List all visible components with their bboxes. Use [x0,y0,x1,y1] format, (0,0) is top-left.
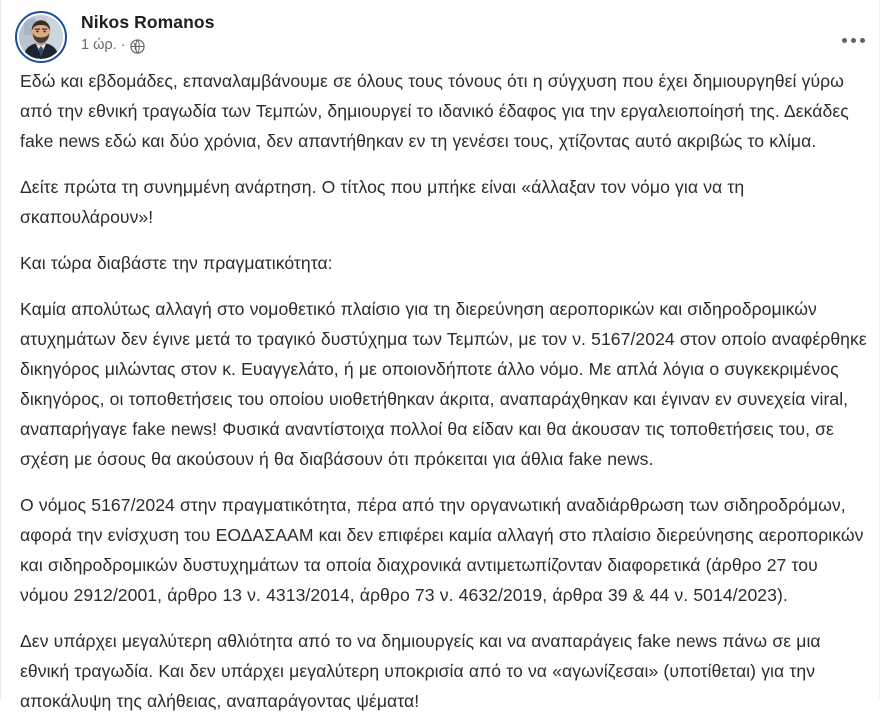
post-body [1,58,879,716]
ellipsis-dot [851,38,856,43]
ellipsis-dot [860,38,865,43]
post-timestamp[interactable]: 1 ώρ. [81,37,117,53]
globe-icon[interactable] [130,39,145,54]
post-paragraph: Εδώ και εβδομάδες, επαναλαμβάνουμε σε όλους τους τόνους ότι η σύγχυση που έχει δημιουργηθεί γύρω από την εθνική τραγωδία των Τεμπών, δημιουργεί το ιδανικό έδαφος για την εργαλειοποίησή της. Δεκάδες fake news εδώ και δύο χρόνια, δεν απαντήθηκαν εν τη γενέσει τους, χτίζοντας αυτό ακριβώς το κλίμα. [20,71,849,151]
post-paragraph: Δεν υπάρχει μεγαλύτερη αθλιότητα από το να δημιουργείς και να αναπαράγεις fake news πάνω σε μια εθνική τραγωδία. Και δεν υπάρχει μεγαλύτερη υποκρισία από το να «αγωνίζεσαι» (υποτίθεται) για την αποκάλυψη της αλήθειας, αναπαράγοντας ψέματα! [20,631,821,711]
meta-separator: · [120,37,126,53]
post-header [1,0,879,58]
post-paragraph: Δείτε πρώτα τη συνημμένη ανάρτηση. Ο τίτλος που μπήκε είναι «άλλαξαν τον νόμο για να τη σκαπουλάρουν»! [20,177,745,227]
post-paragraph: Και τώρα διαβάστε την πραγματικότητα: [20,253,333,273]
post-header-text [81,11,215,54]
author-name[interactable]: Nikos Romanos [81,12,215,32]
post-paragraph: Ο νόμος 5167/2024 στην πραγματικότητα, πέρα από την οργανωτική αναδιάρθρωση των σιδηροδρόμων, αφορά την ενίσχυση του ΕΟΔΑΣΑΑΜ και δεν επιφέρει καμία αλλαγή στο πλαίσιο διερεύνησης αεροπορικών και σιδηροδρομικών δυστυχημάτων τα οποία διαχρονικά αντιμετωπίζονταν διαφορετικά (άρθρο 27 του νόμου 2912/2001, άρθρο 13 ν. 4313/2014, άρθρο 73 ν. 4632/2019, άρθρα 39 & 44 ν. 5014/2023). [20,495,864,605]
avatar-ring [15,11,67,63]
avatar[interactable] [15,11,67,63]
post-options-menu-button[interactable] [835,22,871,58]
post-paragraph: Καμία απολύτως αλλαγή στο νομοθετικό πλαίσιο για τη διερεύνηση αεροπορικών και σιδηροδρομικών ατυχημάτων δεν έγινε μετά το τραγικό δυστύχημα των Τεμπών, με τον ν. 5167/2024 στον οποίο αναφέρθηκε δικηγόρος μιλώντας στον κ. Ευαγγελάτο, ή με οποιονδήποτε άλλο νόμο. Με απλά λόγια ο συγκεκριμένος δικηγόρος, οι τοποθετήσεις του οποίου υιοθετήθηκαν άκριτα, αναπαράχθηκαν και έγιναν εν συνεχεία viral, αναπαρήγαγε fake news! Φυσικά αναντίστοιχα πολλοί θα είδαν και θα άκουσαν τις τοποθετήσεις του, σε σχέση με όσους θα ακούσουν ή θα διαβάσουν ότι πρόκειται για άθλια fake news. [20,299,867,469]
post-meta [81,37,215,54]
ellipsis-dot [842,38,847,43]
